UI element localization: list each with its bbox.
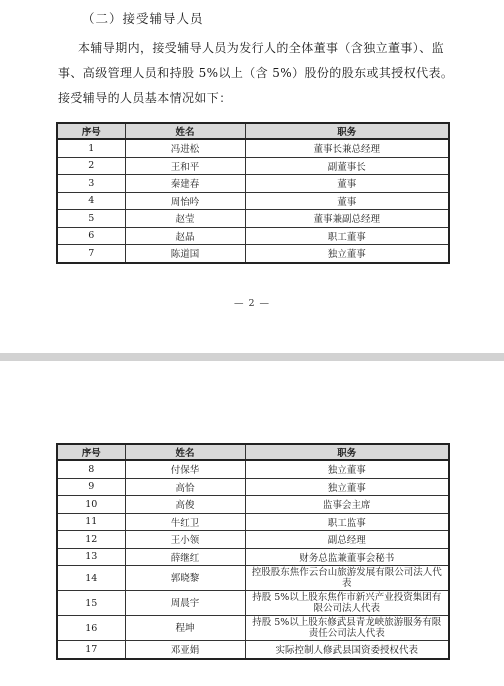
cell-position: 副董事长: [245, 157, 449, 175]
table-row: [57, 478, 449, 496]
table-row: [57, 496, 449, 514]
cell-position: 监事会主席: [245, 496, 449, 514]
cell-name: 高恰: [125, 478, 245, 496]
cell-name: 陈道国: [125, 245, 245, 263]
cell-number: 9: [57, 478, 125, 496]
table-header-row: [57, 123, 449, 139]
table-header-row: [57, 444, 449, 460]
table-row: [57, 245, 449, 263]
header-number: 序号: [57, 123, 125, 139]
cell-number: 15: [57, 591, 125, 616]
cell-number: 11: [57, 513, 125, 531]
cell-name: 王和平: [125, 157, 245, 175]
table-row: [57, 531, 449, 549]
table-row: [57, 616, 449, 641]
table-row: [57, 175, 449, 193]
header-name: 姓名: [125, 123, 245, 139]
table-row: [57, 210, 449, 228]
table-row: [57, 460, 449, 478]
cell-position: 董事长兼总经理: [245, 139, 449, 157]
cell-name: 邓亚娟: [125, 641, 245, 659]
header-number: 序号: [57, 444, 125, 460]
cell-name: 付保华: [125, 460, 245, 478]
cell-position: 控股股东焦作云台山旅游发展有限公司法人代表: [245, 566, 449, 591]
cell-name: 赵莹: [125, 210, 245, 228]
cell-position: 董事兼副总经理: [245, 210, 449, 228]
cell-position: 实际控制人修武县国资委授权代表: [245, 641, 449, 659]
cell-position: 职工董事: [245, 227, 449, 245]
cell-number: 6: [57, 227, 125, 245]
cell-number: 1: [57, 139, 125, 157]
cell-number: 3: [57, 175, 125, 193]
cell-name: 赵晶: [125, 227, 245, 245]
paragraph-text: 本辅导期内，接受辅导人员为发行人的全体董事（含独立董事）、监事、高级管理人员和持股 5%以上（含 5%）股份的股东或其授权代表。接受辅导的人员基本情况如下：: [58, 41, 454, 105]
page-separator: [0, 353, 504, 361]
cell-position: 董事: [245, 192, 449, 210]
document-page-2: [0, 361, 504, 686]
cell-name: 秦建春: [125, 175, 245, 193]
cell-number: 14: [57, 566, 125, 591]
cell-number: 16: [57, 616, 125, 641]
cell-position: 持股 5%以上股东修武县青龙峡旅游服务有限责任公司法人代表: [245, 616, 449, 641]
cell-name: 牛红卫: [125, 513, 245, 531]
cell-number: 17: [57, 641, 125, 659]
cell-number: 7: [57, 245, 125, 263]
cell-name: 郭晓黎: [125, 566, 245, 591]
body-paragraph: [58, 36, 458, 111]
page-number: — 2 —: [233, 298, 271, 309]
cell-position: 持股 5%以上股东焦作市新兴产业投资集团有限公司法人代表: [245, 591, 449, 616]
table-row: [57, 227, 449, 245]
cell-number: 10: [57, 496, 125, 514]
cell-name: 王小领: [125, 531, 245, 549]
table-row: [57, 641, 449, 659]
cell-name: 周怡吟: [125, 192, 245, 210]
cell-name: 程坤: [125, 616, 245, 641]
cell-position: 董事: [245, 175, 449, 193]
table-row: [57, 139, 449, 157]
header-position: 职务: [245, 444, 449, 460]
header-name: 姓名: [125, 444, 245, 460]
cell-number: 2: [57, 157, 125, 175]
cell-number: 5: [57, 210, 125, 228]
cell-number: 4: [57, 192, 125, 210]
cell-position: 独立董事: [245, 460, 449, 478]
table-row: [57, 192, 449, 210]
header-position: 职务: [245, 123, 449, 139]
cell-name: 周晨宇: [125, 591, 245, 616]
section-heading: （二）接受辅导人员: [82, 11, 204, 26]
staff-table-part2: [56, 443, 450, 660]
staff-table-part1: [56, 122, 450, 264]
cell-position: 独立董事: [245, 478, 449, 496]
table-row: [57, 566, 449, 591]
table-row: [57, 591, 449, 616]
cell-position: 财务总监兼董事会秘书: [245, 548, 449, 566]
cell-number: 13: [57, 548, 125, 566]
cell-name: 冯进松: [125, 139, 245, 157]
cell-number: 12: [57, 531, 125, 549]
cell-position: 独立董事: [245, 245, 449, 263]
cell-number: 8: [57, 460, 125, 478]
cell-position: 副总经理: [245, 531, 449, 549]
table-row: [57, 548, 449, 566]
cell-position: 职工监事: [245, 513, 449, 531]
cell-name: 高俊: [125, 496, 245, 514]
table-row: [57, 157, 449, 175]
table-row: [57, 513, 449, 531]
cell-name: 薛继红: [125, 548, 245, 566]
